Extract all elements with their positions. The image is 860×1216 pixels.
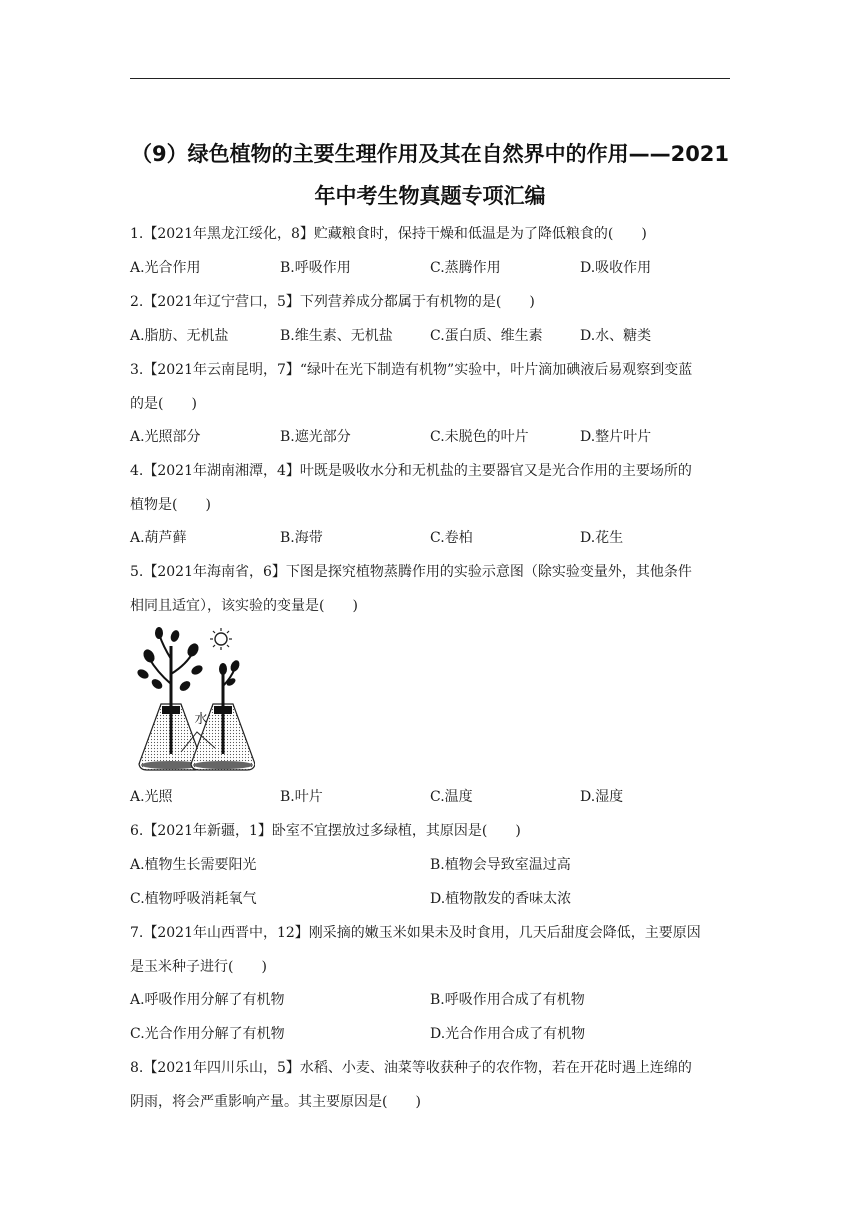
question-1-text: 1.【2021年黑龙江绥化，8】贮藏粮食时，保持干燥和低温是为了降低粮食的( ): [130, 226, 647, 242]
question-2-text: 2.【2021年辽宁营口，5】下列营养成分都属于有机物的是( ): [130, 294, 535, 310]
q5-option-c: C.温度: [430, 789, 473, 805]
q3-option-c: C.未脱色的叶片: [430, 429, 529, 445]
q2-option-a: A.脂肪、无机盐: [130, 328, 229, 344]
q7-option-d: D.光合作用合成了有机物: [430, 1026, 586, 1042]
q1-option-a: A.光合作用: [130, 260, 201, 276]
q6-option-d: D.植物散发的香味太浓: [430, 891, 572, 907]
plant-with-leaves: [136, 627, 204, 754]
question-5-text-line-1: 5.【2021年海南省，6】下图是探究植物蒸腾作用的实验示意图（除实验变量外，其他条件: [130, 564, 692, 580]
question-3-text-line-2: 的是( ): [130, 396, 197, 412]
header-rule: [130, 78, 730, 79]
question-6-options-row-1: [130, 848, 736, 882]
question-6-options-row-2: [130, 882, 736, 916]
q1-option-d: D.吸收作用: [580, 260, 652, 276]
question-2-options: [130, 319, 736, 353]
q7-option-a: A.呼吸作用分解了有机物: [130, 992, 285, 1008]
question-7-options-row-2: [130, 1017, 736, 1051]
q3-option-d: D.整片叶片: [580, 429, 652, 445]
question-7-options-row-1: [130, 983, 736, 1017]
question-8-text-line-2: 阴雨，将会严重影响产量。其主要原因是( ): [130, 1094, 421, 1110]
q3-option-a: A.光照部分: [130, 429, 201, 445]
question-4-text-line-1: 4.【2021年湖南湘潭，4】叶既是吸收水分和无机盐的主要器官又是光合作用的主要场所的: [130, 463, 692, 479]
question-5-text-line-2: 相同且适宜），该实验的变量是( ): [130, 598, 358, 614]
question-7-text-line-1: 7.【2021年山西晋中，12】刚采摘的嫩玉米如果未及时食用，几天后甜度会降低，主要原因: [130, 925, 701, 941]
q7-option-b: B.呼吸作用合成了有机物: [430, 992, 585, 1008]
q4-option-b: B.海带: [280, 530, 323, 546]
q5-option-d: D.湿度: [580, 789, 624, 805]
q4-option-a: A.葫芦藓: [130, 530, 187, 546]
q3-option-b: B.遮光部分: [280, 429, 351, 445]
transpiration-experiment-figure: [135, 624, 255, 776]
q1-option-b: B.呼吸作用: [280, 260, 351, 276]
q6-option-a: A.植物生长需要阳光: [130, 857, 257, 873]
question-8-text-line-1: 8.【2021年四川乐山，5】水稻、小麦、油菜等收获种子的农作物，若在开花时遇上连绵的: [130, 1060, 692, 1076]
question-6-text: 6.【2021年新疆，1】卧室不宜摆放过多绿植，其原因是( ): [130, 823, 521, 839]
q2-option-b: B.维生素、无机盐: [280, 328, 393, 344]
q4-option-d: D.花生: [580, 530, 624, 546]
q5-option-b: B.叶片: [280, 789, 323, 805]
question-4-options: [130, 521, 736, 555]
question-3-options: [130, 420, 736, 454]
figure-label-water: 水: [194, 712, 208, 727]
q6-option-b: B.植物会导致室温过高: [430, 857, 571, 873]
page-title-line-1: （9）绿色植物的主要生理作用及其在自然界中的作用——2021: [130, 142, 730, 166]
q2-option-d: D.水、糖类: [580, 328, 652, 344]
q5-option-a: A.光照: [130, 789, 173, 805]
q2-option-c: C.蛋白质、维生素: [430, 328, 543, 344]
q6-option-c: C.植物呼吸消耗氧气: [130, 891, 257, 907]
question-4-text-line-2: 植物是( ): [130, 497, 211, 513]
question-1-options: [130, 251, 736, 285]
page-title-line-2: 年中考生物真题专项汇编: [314, 184, 546, 208]
sun-icon: [210, 628, 232, 650]
question-5-options: [130, 780, 736, 814]
q7-option-c: C.光合作用分解了有机物: [130, 1026, 285, 1042]
question-3-text-line-1: 3.【2021年云南昆明，7】“绿叶在光下制造有机物”实验中，叶片滴加碘液后易观察到变蓝: [130, 362, 693, 378]
q1-option-c: C.蒸腾作用: [430, 260, 501, 276]
question-7-text-line-2: 是玉米种子进行( ): [130, 959, 267, 975]
q4-option-c: C.卷柏: [430, 530, 473, 546]
